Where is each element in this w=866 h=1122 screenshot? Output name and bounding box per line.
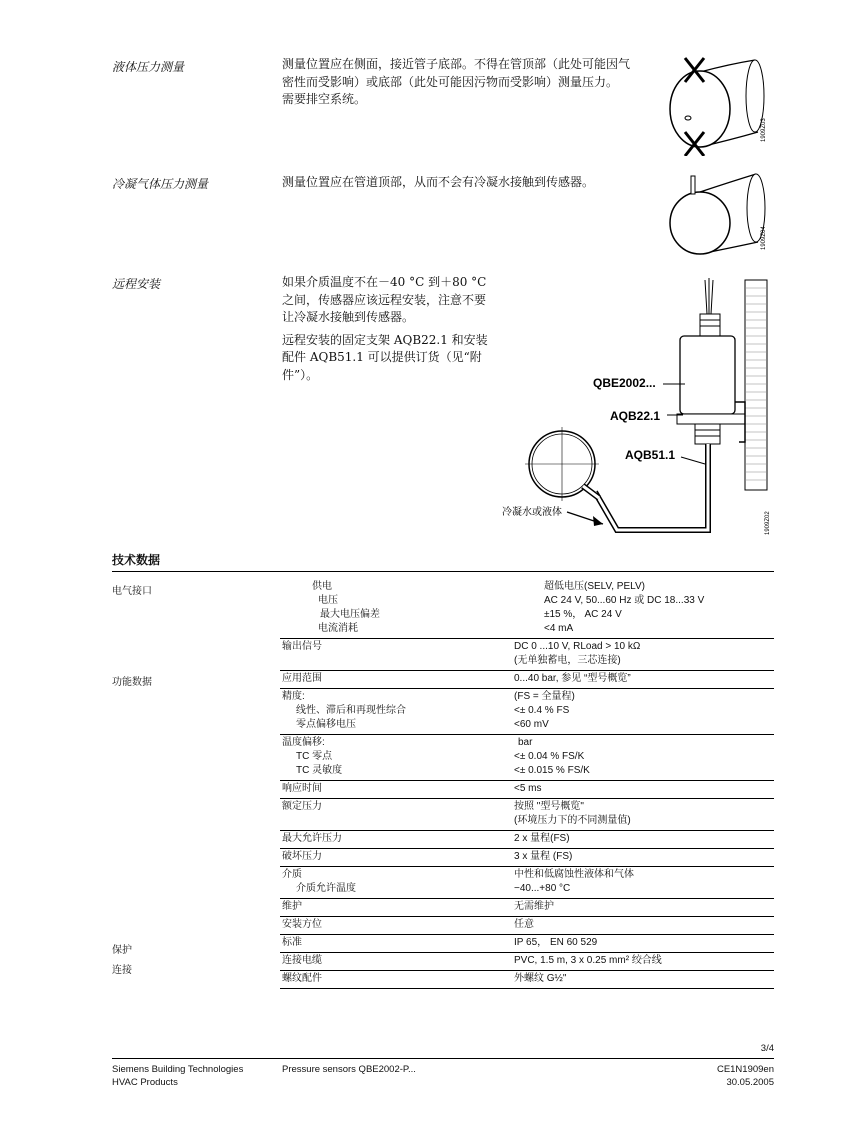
value: 3 x 量程 (FS) (514, 851, 573, 862)
value: 超低电压(SELV, PELV) (544, 581, 645, 592)
table-row (280, 899, 774, 917)
key: 标准 (282, 937, 302, 948)
key: 介质 (282, 869, 302, 880)
table-row (280, 867, 774, 899)
key: 电压 (318, 595, 338, 606)
section-text-liquid (282, 56, 632, 109)
table-row (280, 671, 774, 689)
footer-rule (112, 1058, 774, 1059)
key: TC 灵敏度 (296, 765, 343, 776)
value: PVC, 1.5 m, 3 x 0.25 mm² 绞合线 (514, 955, 662, 966)
value: <60 mV (514, 719, 549, 730)
key: 输出信号 (282, 641, 322, 652)
label-medium: 冷凝水或液体 (502, 507, 562, 518)
value: AC 24 V, 50...60 Hz 或 DC 18...33 V (544, 595, 705, 606)
table-row (280, 831, 774, 849)
doc-number: CE1N1909en (716, 1064, 774, 1075)
remote-installation-diagram (495, 272, 775, 547)
label-bracket: AQB22.1 (610, 409, 661, 423)
division-name: HVAC Products (112, 1076, 178, 1088)
value: 0...40 bar, 参见 “型号概览” (514, 673, 631, 684)
table-row (280, 935, 774, 953)
value: <± 0.015 % FS/K (514, 765, 590, 776)
paragraph: 远程安装的固定支架 AQB22.1 和安装配件 AQB51.1 可以提供订货（见“附件”）。 (282, 332, 488, 382)
table-row (280, 799, 774, 831)
paragraph: 需要排空系统。 (282, 92, 367, 106)
key: 精度: (282, 691, 305, 702)
footer-doc-info (717, 1064, 774, 1089)
key: 零点偏移电压 (296, 719, 356, 730)
drawing-code: 1909Z04 (761, 226, 767, 250)
category-function: 功能数据 (112, 677, 152, 688)
value: 2 x 量程(FS) (514, 833, 570, 844)
table-row (280, 971, 774, 989)
value: bar (518, 737, 533, 748)
label-fitting: AQB51.1 (625, 448, 676, 462)
section-title-remote: 远程安装 (112, 277, 161, 291)
value: <4 mA (544, 623, 574, 634)
table-row (280, 781, 774, 799)
key: TC 零点 (296, 751, 333, 762)
tech-data-table (280, 579, 774, 989)
footer-company (112, 1064, 243, 1089)
key: 线性、滞后和再现性综合 (296, 705, 406, 716)
pipe-gas-drawing (660, 168, 772, 262)
value: 无需维护 (514, 901, 554, 912)
value: <5 ms (514, 783, 542, 794)
value: 外螺纹 G½" (514, 973, 567, 984)
value: ±15 %， AC 24 V (544, 609, 622, 620)
value: (FS = 全量程) (514, 691, 575, 702)
value: (无单独蓄电，三芯连接) (514, 655, 621, 666)
value: IP 65， EN 60 529 (514, 937, 598, 948)
table-row (280, 917, 774, 935)
key: 最大电压偏差 (320, 609, 380, 620)
table-row (280, 689, 774, 735)
section-title-liquid: 液体压力测量 (112, 60, 185, 74)
key: 最大允许压力 (282, 833, 342, 844)
table-row (280, 735, 774, 781)
doc-date: 30.05.2005 (726, 1076, 774, 1088)
key: 额定压力 (282, 801, 322, 812)
page-number: 3/4 (760, 1043, 774, 1054)
value: (环境压力下的不同测量值) (514, 815, 631, 826)
paragraph: 测量位置应在侧面，接近管子底部。不得在管顶部（此处可能因气密性而受影响）或底部（此处可能因污物而受影响）测量压力。 (282, 57, 631, 89)
table-row (280, 579, 774, 639)
value: <± 0.4 % FS (514, 705, 570, 716)
heading-rule (112, 571, 774, 572)
category-connection: 连接 (112, 965, 132, 976)
section-title-gas: 冷凝气体压力测量 (112, 177, 209, 191)
table-row (280, 953, 774, 971)
label-sensor: QBE2002... (593, 376, 656, 390)
footer-product: Pressure sensors QBE2002-P... (282, 1064, 416, 1075)
value: −40...+80 °C (514, 883, 571, 894)
key: 供电 (312, 581, 332, 592)
drawing-code: 1909Z03 (761, 118, 767, 142)
key: 螺纹配件 (282, 973, 322, 984)
category-electrical: 电气接口 (112, 586, 152, 597)
key: 破坏压力 (282, 851, 322, 862)
value: 按照 "型号概览" (514, 801, 584, 812)
table-row (280, 849, 774, 867)
tech-data-heading: 技术数据 (112, 553, 161, 567)
key: 介质允许温度 (296, 883, 356, 894)
value: <± 0.04 % FS/K (514, 751, 585, 762)
section-text-gas: 测量位置应在管道顶部，从而不会有冷凝水接触到传感器。 (282, 175, 595, 189)
key: 温度偏移: (282, 737, 325, 748)
category-protection: 保护 (112, 945, 132, 956)
pipe-liquid-drawing (660, 52, 772, 156)
key: 连接电缆 (282, 955, 322, 966)
key: 应用范围 (282, 673, 322, 684)
table-row (280, 639, 774, 671)
key: 维护 (282, 901, 302, 912)
company-name: Siemens Building Technologies (112, 1064, 244, 1075)
key: 响应时间 (282, 783, 322, 794)
drawing-code: 1909Z02 (765, 511, 771, 535)
value: DC 0 ...10 V, RLoad > 10 kΩ (514, 641, 641, 652)
value: 中性和低腐蚀性液体和气体 (514, 869, 634, 880)
paragraph: 如果介质温度不在－40 °C 到＋80 °C 之间，传感器应该远程安装，注意不要让冷凝水接触到传感器。 (282, 275, 487, 324)
key: 电流消耗 (318, 623, 358, 634)
key: 安装方位 (282, 919, 322, 930)
value: 任意 (514, 919, 534, 930)
section-text-remote (282, 274, 492, 384)
